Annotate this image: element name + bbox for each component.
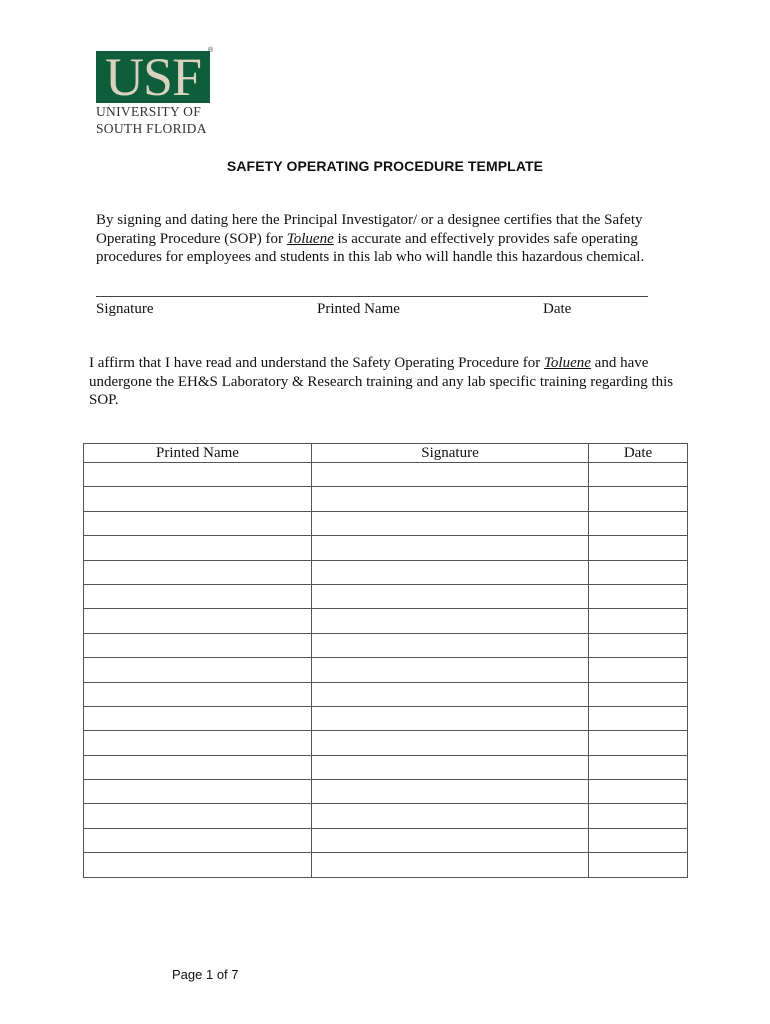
signature-cell[interactable] (312, 706, 589, 730)
printed-name-cell[interactable] (84, 633, 312, 657)
table-row (84, 658, 688, 682)
certification-line-2-pre: Operating Procedure (SOP) for (96, 231, 287, 247)
signature-cell[interactable] (312, 536, 589, 560)
certification-line-3: procedures for employees and students in this lab who will handle this hazardous chemical. (96, 249, 645, 265)
date-cell[interactable] (589, 609, 688, 633)
signature-cell[interactable] (312, 804, 589, 828)
logo-university-line: UNIVERSITY OF (96, 104, 202, 119)
logo-mark: USF (104, 47, 202, 107)
table-row (84, 584, 688, 608)
printed-name-cell[interactable] (84, 682, 312, 706)
certification-line-2 (96, 230, 638, 249)
printed-name-cell[interactable] (84, 487, 312, 511)
table-header-row (84, 444, 688, 463)
date-cell[interactable] (589, 828, 688, 852)
table-row (84, 487, 688, 511)
table-row (84, 755, 688, 779)
printed-name-cell[interactable] (84, 658, 312, 682)
table-row (84, 536, 688, 560)
affirmation-line-1 (89, 354, 648, 373)
date-cell[interactable] (589, 853, 688, 877)
training-roster-table (83, 443, 688, 878)
table-row (84, 511, 688, 535)
signature-cell[interactable] (312, 560, 589, 584)
table-row (84, 682, 688, 706)
pi-signature-line[interactable] (96, 296, 648, 297)
date-cell[interactable] (589, 511, 688, 535)
date-cell[interactable] (589, 560, 688, 584)
signature-cell[interactable] (312, 755, 589, 779)
table-row (84, 780, 688, 804)
printed-name-cell[interactable] (84, 828, 312, 852)
printed-name-cell[interactable] (84, 560, 312, 584)
affirmation-chemical-name: Toluene (543, 355, 591, 371)
table-row (84, 560, 688, 584)
certification-line-2-post: is accurate and effectively provides safe operating (333, 231, 638, 247)
printed-name-cell[interactable] (84, 511, 312, 535)
logo-south-florida-line: SOUTH FLORIDA (96, 121, 207, 136)
page-title: SAFETY OPERATING PROCEDURE TEMPLATE (226, 158, 544, 174)
table-row (84, 853, 688, 877)
signature-label: Signature (96, 301, 154, 317)
chemical-name: Toluene (286, 231, 334, 247)
column-header-printed-name: Printed Name (84, 444, 312, 463)
date-cell[interactable] (589, 755, 688, 779)
signature-cell[interactable] (312, 463, 589, 487)
date-cell[interactable] (589, 706, 688, 730)
printed-name-cell[interactable] (84, 804, 312, 828)
certification-line-1: By signing and dating here the Principal Investigator/ or a designee certifies that the Safety (96, 212, 643, 228)
date-cell[interactable] (589, 463, 688, 487)
date-cell[interactable] (589, 780, 688, 804)
column-header-signature: Signature (312, 444, 589, 463)
printed-name-cell[interactable] (84, 755, 312, 779)
printed-name-cell[interactable] (84, 853, 312, 877)
date-cell[interactable] (589, 658, 688, 682)
signature-cell[interactable] (312, 487, 589, 511)
date-cell[interactable] (589, 487, 688, 511)
printed-name-cell[interactable] (84, 584, 312, 608)
usf-logo (96, 47, 210, 107)
signature-cell[interactable] (312, 658, 589, 682)
affirmation-line-1-post: and have (590, 355, 649, 371)
table-row (84, 706, 688, 730)
registered-mark: ® (208, 47, 214, 54)
column-header-date: Date (589, 444, 688, 463)
date-cell[interactable] (589, 584, 688, 608)
date-cell[interactable] (589, 731, 688, 755)
signature-cell[interactable] (312, 780, 589, 804)
signature-cell[interactable] (312, 584, 589, 608)
affirmation-line-1-pre: I affirm that I have read and understand the Safety Operating Procedure for (89, 355, 544, 371)
date-label: Date (543, 301, 572, 317)
signature-cell[interactable] (312, 828, 589, 852)
signature-cell[interactable] (312, 682, 589, 706)
printed-name-cell[interactable] (84, 706, 312, 730)
signature-cell[interactable] (312, 511, 589, 535)
table-row (84, 633, 688, 657)
date-cell[interactable] (589, 536, 688, 560)
printed-name-cell[interactable] (84, 463, 312, 487)
printed-name-cell[interactable] (84, 731, 312, 755)
printed-name-cell[interactable] (84, 536, 312, 560)
signature-cell[interactable] (312, 633, 589, 657)
printed-name-cell[interactable] (84, 609, 312, 633)
table-row (84, 731, 688, 755)
date-cell[interactable] (589, 682, 688, 706)
date-cell[interactable] (589, 804, 688, 828)
signature-cell[interactable] (312, 609, 589, 633)
date-cell[interactable] (589, 633, 688, 657)
affirmation-line-2: undergone the EH&S Laboratory & Research training and any lab specific training regarding this (89, 374, 674, 390)
affirmation-line-3: SOP. (89, 392, 119, 408)
page-number: Page 1 of 7 (172, 967, 239, 982)
printed-name-cell[interactable] (84, 780, 312, 804)
signature-cell[interactable] (312, 731, 589, 755)
signature-cell[interactable] (312, 853, 589, 877)
roster-body (84, 463, 688, 878)
table-row (84, 828, 688, 852)
table-row (84, 804, 688, 828)
table-row (84, 463, 688, 487)
table-row (84, 609, 688, 633)
printed-name-label: Printed Name (317, 301, 400, 317)
